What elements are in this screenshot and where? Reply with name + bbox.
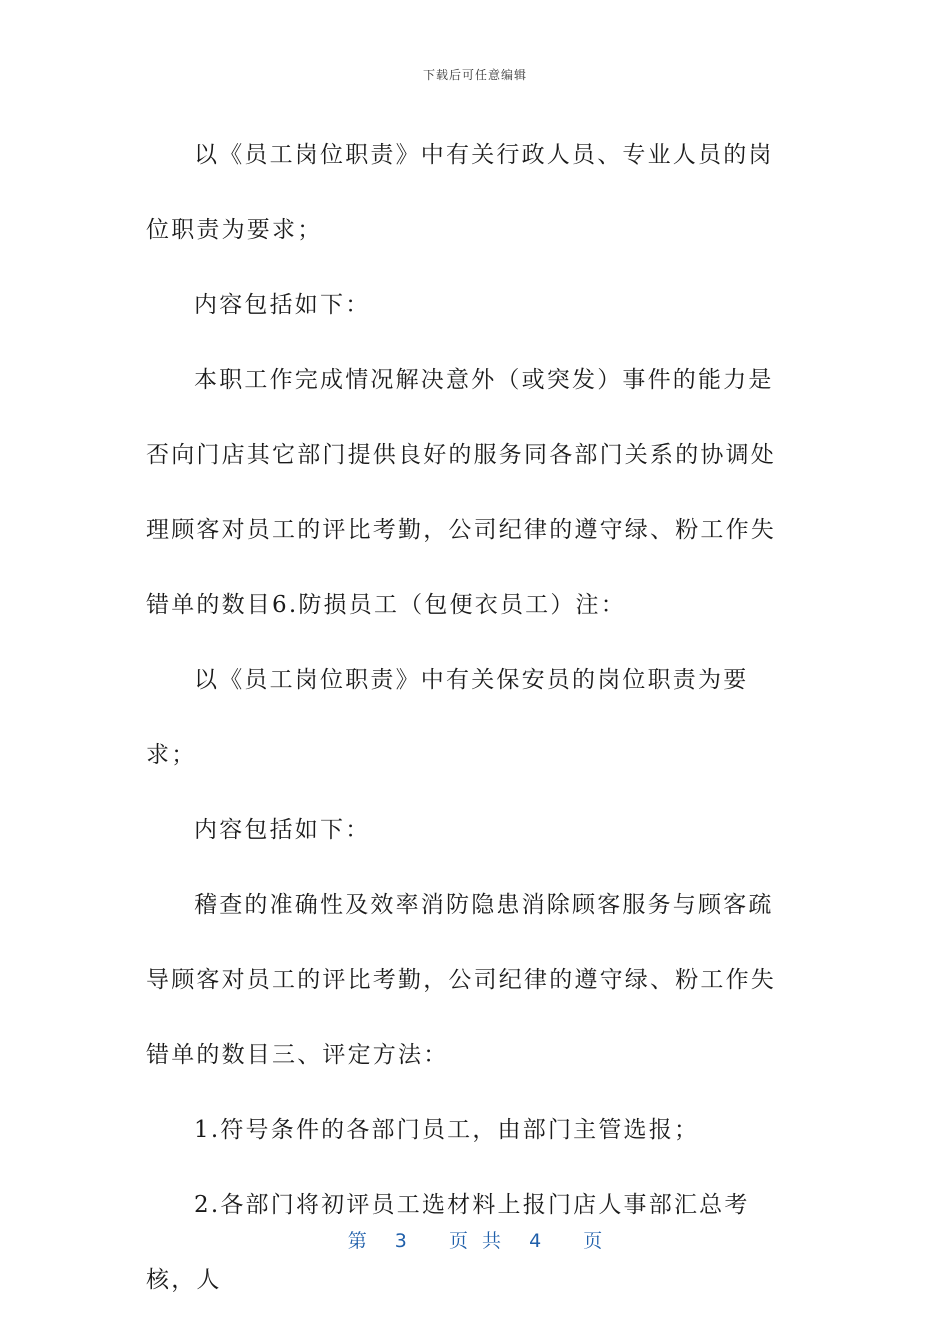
document-body	[146, 118, 796, 1318]
paragraph: 以《员工岗位职责》中有关行政人员、专业人员的岗位职责为要求；	[146, 142, 774, 243]
page-header: 下载后可任意编辑	[422, 68, 527, 82]
paragraph: 1.符号条件的各部门员工，由部门主管选报；	[194, 1117, 700, 1143]
page-number-footer: 第 3 页 共 4 页	[347, 1230, 603, 1252]
paragraph: 内容包括如下：	[194, 292, 371, 318]
paragraph: 稽查的准确性及效率消防隐患消除顾客服务与顾客疏导顾客对员工的评比考勤，公司纪律的遵守绿、粉工作失错单的数目三、评定方法：	[146, 892, 776, 1068]
paragraph: 以《员工岗位职责》中有关保安员的岗位职责为要求；	[146, 667, 749, 768]
paragraph: 2.各部门将初评员工选材料上报门店人事部汇总考核，人	[146, 1192, 750, 1293]
paragraph: 内容包括如下：	[194, 817, 371, 843]
paragraph: 本职工作完成情况解决意外（或突发）事件的能力是否向门店其它部门提供良好的服务同各部门关系的协调处理顾客对员工的评比考勤，公司纪律的遵守绿、粉工作失错单的数目6.防损员工（包便衣员工）注：	[146, 367, 776, 618]
